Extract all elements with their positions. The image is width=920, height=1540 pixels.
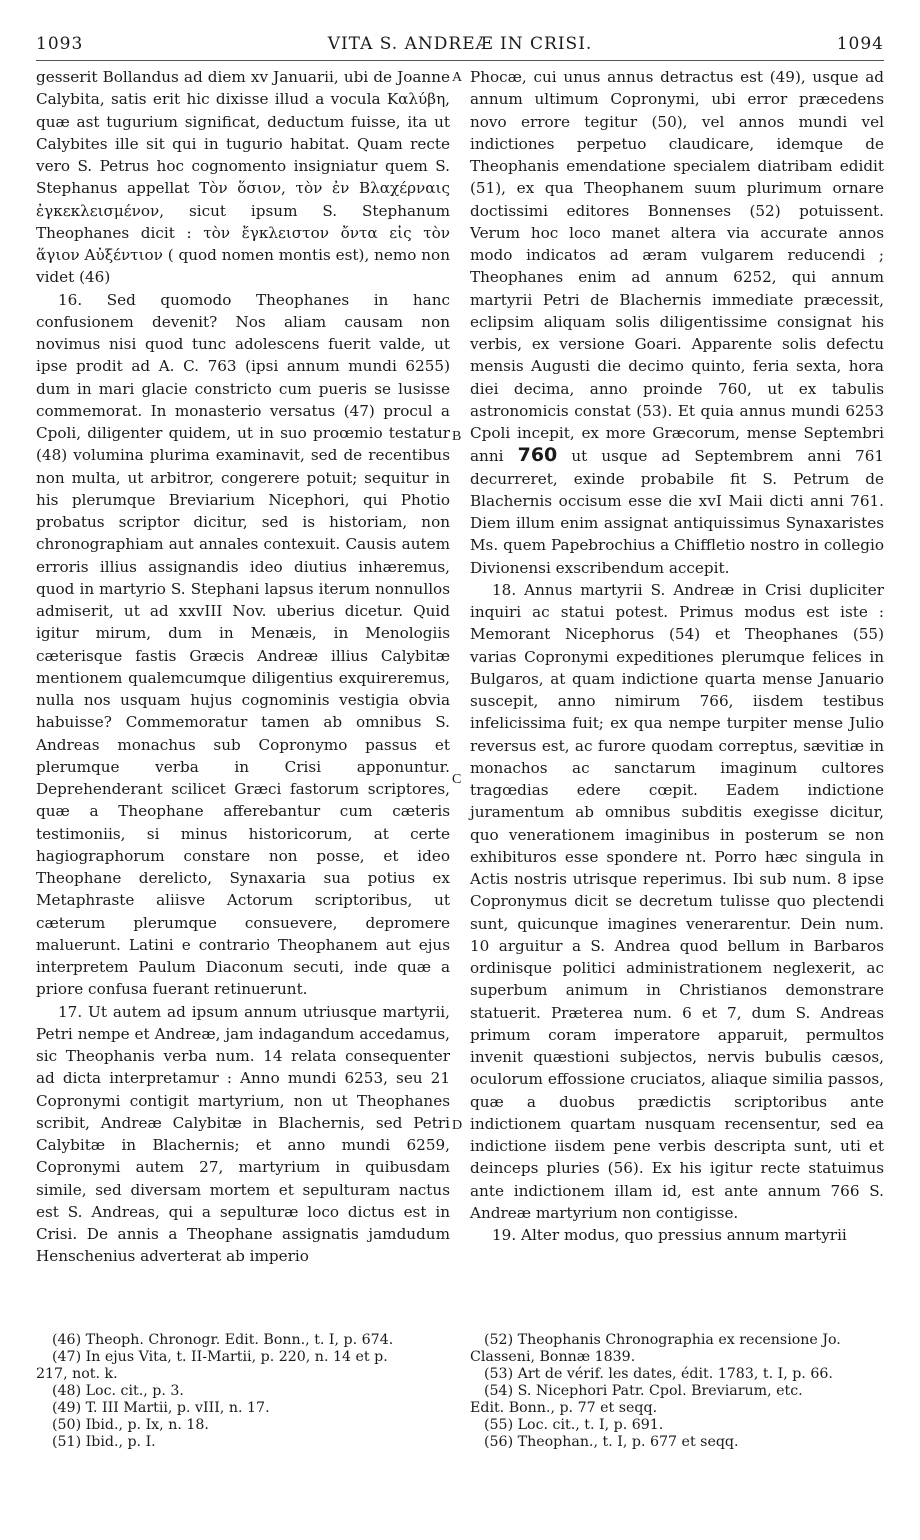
margin-marker-d: D [452, 1118, 463, 1133]
footnote-54: (54) S. Nicephori Patr. Cpol. Breviarum, etc. [484, 1383, 803, 1399]
footnote-47-cont: 217, not. k. [36, 1366, 118, 1382]
page-number-left: 1093 [36, 34, 84, 54]
paragraph-continued-tail: ut usque ad Septembrem anni 761 decurreret, exinde probabile fit S. Petrum de Blachernis occisum esse die xvI Maii dicti anni 761. Diem illum enim assignat antiquissimus Synaxaristes Ms. quem Papebrochius a Chiffletio nostro in collegio Divionensi exscribendum accepit. [470, 447, 885, 577]
footnotes-left [36, 1332, 448, 1451]
footnotes-right [470, 1332, 884, 1451]
footnote-52: (52) Theophanis Chronographia ex recensione Jo. [484, 1332, 841, 1348]
paragraph-continued: gesserit Bollandus ad diem xv Januarii, ubi de Joanne Calybita, satis erit hic dixisse illud a vocula Καλύβη, quæ ast tugurium significat, deductum fuisse, ita ut Calybites ille sit qui in tugurio habitat. Quam recte vero S. Petrus hoc cognomento insigniatur quem S. Stephanus appellat Τὸν ὅσιον, τὸν ἐν Βλαχέρναις ἐγκεκλεισμένον, sicut ipsum S. Stephanum Theophanes dicit : τὸν ἔγκλειστον ὄντα εἰς τὸν ἅγιον Αὐξέντιον ( quod nomen montis est), nemo non videt (46) [36, 68, 450, 287]
footnote-54-cont: Edit. Bonn., p. 77 et seqq. [470, 1400, 658, 1416]
footnote-48: (48) Loc. cit., p. 3. [52, 1383, 184, 1399]
footnote-55: (55) Loc. cit., t. I, p. 691. [484, 1417, 664, 1433]
margin-marker-c: C [452, 772, 462, 787]
header-rule [36, 60, 884, 61]
footnote-49: (49) T. III Martii, p. vIII, n. 17. [52, 1400, 270, 1416]
footnote-52-cont: Classeni, Bonnæ 1839. [470, 1349, 636, 1365]
footnote-47: (47) In ejus Vita, t. II-Martii, p. 220, n. 14 et p. [52, 1349, 388, 1365]
paragraph-continued-right [470, 66, 884, 579]
margin-marker-a: A [452, 70, 463, 85]
running-title: VITA S. ANDREÆ IN CRISI. [327, 34, 593, 54]
footnote-53: (53) Art de vérif. les dates, édit. 1783, t. I, p. 66. [484, 1366, 833, 1382]
right-column [470, 66, 884, 1246]
paragraph-18: 18. Annus martyrii S. Andreæ in Crisi dupliciter inquiri ac statui potest. Primus modus est iste : Memorant Nicephorus (54) et Theophanes (55) varias Copronymi expeditiones plerumque felices in Bulgaros, at quam indictione quarta mense Januario suscepit, anno nimirum 766, iisdem testibus infelicissima fuit; ex qua nempe turpiter mense Julio reversus est, ac furore quodam correptus, sævitiæ in monachos ac sanctarum imaginum cultores tragœdias edere cœpit. Eadem indictione juramentum ab omnibus subditis exegisse dicitur, quo venerationem imaginibus in posterum se non exhibituros esse spondere nt. Porro hæc singula in Actis nostris utrisque reperimus. Ibi sub num. 8 ipse Copronymus dicit se decretum tulisse quo plectendi sunt, quicunque imagines venerarentur. Dein num. 10 arguitur a S. Andrea quod bellum in Barbaros ordinisque politici administrationem neglexerit, ac superbum animum in Christianos demonstrare statuerit. Præterea num. 6 et 7, dum S. Andreas primum coram imperatore apparuit, permultos invenit quæstioni subjectos, nervis bubulis cæsos, oculorum effossione cruciatos, aliaque similia passos, quæ a duobus prædictis scriptoribus ante indictionem quartam nusquam recensentur, sed ea indictione iisdem pene verbis descripta sunt, uti et deinceps pluries (56). Ex his igitur recte statuimus ante indictionem illam id, est ante annum 766 S. Andreæ martyrium non contigisse. [470, 580, 884, 1222]
footnote-50: (50) Ibid., p. Ix, n. 18. [52, 1417, 209, 1433]
paragraph-16: 16. Sed quomodo Theophanes in hanc confusionem devenit? Nos aliam causam non novimus nisi quod tunc adolescens fuerit valde, ut ipse prodit ad A. C. 763 (ipsi annum mundi 6255) dum in mari glacie constricto cum pueris se lusisse commemorat. In monasterio versatus (47) procul a Cpoli, diligenter quidem, ut in suo proœmio testatur (48) volumina plurima examinavit, sed de recentibus non multa, ut arbitror, congerere potuit; sequitur in his plerumque Breviarium Nicephori, qui Photio probatus scriptor dicitur, sed is historiam, non chronographiam aut annales contexuit. Causis autem erroris illius assignandis ideo diutius inhæremus, quod in martyrio S. Stephani lapsus iterum nonnullos admiserit, ut ad xxvIII Nov. uberius dicetur. Quid igitur mirum, dum in Menæis, in Menologiis cæterisque fastis Græcis Andreæ illius Calybitæ mentionem qualemcumque diligentius exquireremus, nulla nos usquam hujus cognominis vestigia obvia habuisse? Commemoratur tamen ab omnibus S. Andreas monachus sub Copronymo passus et plerumque verba in Crisi apponuntur. Deprehenderant scilicet Græci fastorum scriptores, quæ a Theophane afferebantur cum cæteris testimoniis, si minus historicorum, at certe hagiographorum constare non posse, et ideo Theophane derelicto, Synaxaria sua potius ex Metaphraste aliisve Actorum scriptoribus, ut cæterum plerumque consuevere, depromere maluerunt. Latini e contrario Theophanem aut ejus interpretem Paulum Diaconum secuti, inde quæ a priore confusa fuerant retinuerunt. [36, 290, 450, 999]
paragraph-19: 19. Alter modus, quo pressius annum martyrii [492, 1226, 847, 1244]
margin-marker-b: B [452, 429, 462, 444]
page-number-right: 1094 [836, 34, 884, 54]
paragraph-continued-text: Phocæ, cui unus annus detractus est (49), usque ad annum ultimum Copronymi, ubi error præcedens novo errore tegitur (50), vel annos mundi vel indictiones perpetuo claudicare, idemque de Theophanis emendatione specialem diatribam edidit (51), ex qua Theophanem suum plurimum ornare doctissimi editores Bonnenses (52) potuissent. Verum hoc loco manet altera via accurate annos modo indicatos ad æram vulgarem reducendi ; Theophanes enim ad annum 6252, qui annum martyrii Petri de Blachernis immediate præcessit, eclipsim aliquam solis diligentissime consignat his verbis, ex versione Goari. Apparente solis defectu mensis Augusti die decimo quinto, feria sexta, hora diei decima, anno proinde 760, ut ex tabulis astronomicis constat (53). Et quia annus mundi 6253 Cpoli incepit, ex more Græcorum, mense Septembri anni [470, 68, 884, 466]
left-column [36, 66, 450, 1268]
paragraph-17: 17. Ut autem ad ipsum annum utriusque martyrii, Petri nempe et Andreæ, jam indagandum accedamus, sic Theophanis verba num. 14 relata consequenter ad dicta interpretamur : Anno mundi 6253, seu 21 Copronymi contigit martyrium, non ut Theophanes scribit, Andreæ Calybitæ in Blachernis, sed Petri Calybitæ in Blachernis; et anno mundi 6259, Copronymi autem 27, martyrium in quibusdam simile, sed diversam mortem et sepulturam nactus est S. Andreas, qui a sepulturæ loco dictus est in Crisi. De annis a Theophane assignatis jamdudum Henschenius adverterat ab imperio [36, 1002, 450, 1266]
footnote-46: (46) Theoph. Chronogr. Edit. Bonn., t. I, p. 674. [52, 1332, 394, 1348]
page-header [36, 34, 884, 58]
footnote-56: (56) Theophan., t. I, p. 677 et seqq. [484, 1434, 739, 1450]
footnote-51: (51) Ibid., p. I. [52, 1434, 156, 1450]
year-760-bold: 760 [517, 444, 558, 467]
